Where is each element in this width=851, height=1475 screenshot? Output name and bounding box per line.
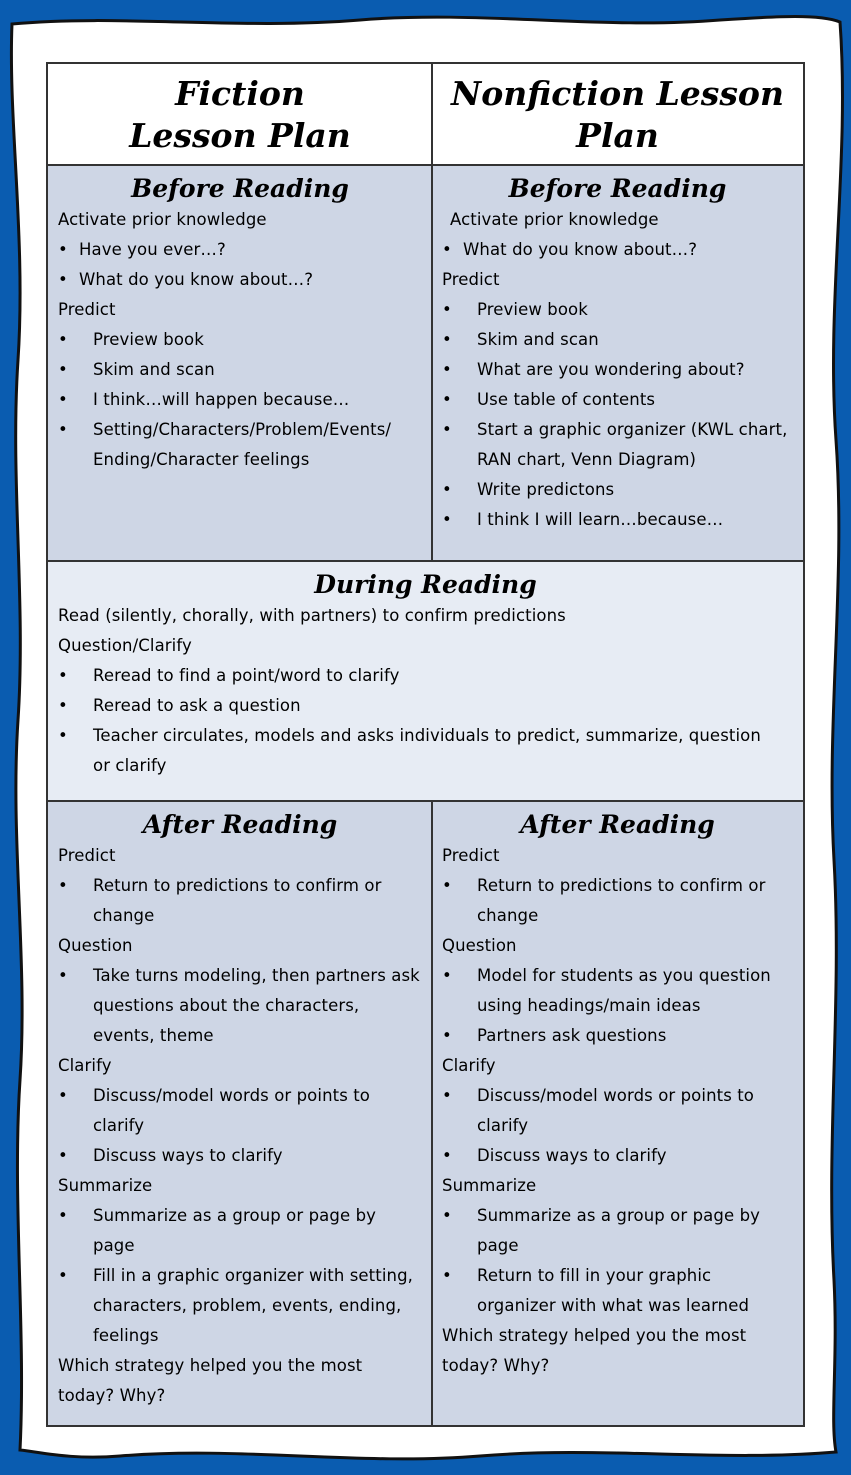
list-item: • Summarize as a group or page by page (442, 1201, 793, 1261)
before-reading-nonfiction (432, 165, 803, 561)
list-item: • Use table of contents (442, 385, 793, 415)
bullet-list (58, 661, 793, 781)
list-item: • Discuss/model words or points to clarify (58, 1081, 422, 1141)
grid-line (431, 801, 433, 1425)
grid-line (431, 64, 433, 561)
list-item: • Skim and scan (442, 325, 793, 355)
bullet-list (58, 1081, 422, 1171)
list-item: • Preview book (58, 325, 422, 355)
list-item: • Discuss/model words or points to clarify (442, 1081, 793, 1141)
list-item: • Reread to find a point/word to clarify (58, 661, 793, 691)
subheading: Predict (58, 300, 116, 319)
section-heading: After Reading (142, 810, 338, 839)
section-heading: During Reading (314, 570, 537, 599)
list-item: • Return to fill in your graphic organizer with what was learned (442, 1261, 793, 1321)
bullet-list (442, 871, 793, 931)
during-reading (48, 561, 803, 801)
before-reading-fiction (48, 165, 432, 561)
grid-line (48, 164, 803, 166)
nonfiction-title-line1: Nonfiction Lesson (451, 73, 784, 113)
subheading: Predict (442, 846, 500, 865)
bullet-list (442, 1201, 793, 1321)
list-item: • Write predictons (442, 475, 793, 505)
section-content (432, 205, 803, 535)
bullet-list (58, 325, 422, 475)
during-intro: Read (silently, chorally, with partners) to confirm predictions (58, 606, 566, 625)
after-reading-fiction (48, 801, 432, 1425)
bullet-list (58, 1201, 422, 1351)
list-item: • Fill in a graphic organizer with setting, characters, problem, events, ending, feelings (58, 1261, 422, 1351)
fiction-title (129, 73, 351, 157)
list-item: • Teacher circulates, models and asks individuals to predict, summarize, question or clarify (58, 721, 793, 781)
list-item: • Partners ask questions (442, 1021, 793, 1051)
bullet-list (58, 871, 422, 931)
list-item: • I think I will learn…because… (442, 505, 793, 535)
nonfiction-title-line2: Plan (576, 115, 659, 155)
grid-line (48, 800, 803, 802)
list-item: • I think…will happen because… (58, 385, 422, 415)
after-reading-nonfiction (432, 801, 803, 1425)
section-content (48, 601, 803, 781)
list-item: • Preview book (442, 295, 793, 325)
list-item: • What are you wondering about? (442, 355, 793, 385)
fiction-title-line2: Lesson Plan (129, 115, 351, 155)
bullet-list (442, 295, 793, 535)
list-item: • Start a graphic organizer (KWL chart, RAN chart, Venn Diagram) (442, 415, 793, 475)
nonfiction-title (451, 73, 784, 157)
subheading: Question (58, 936, 133, 955)
list-item: • Have you ever…? (58, 235, 422, 265)
fiction-title-line1: Fiction (175, 73, 305, 113)
nonfiction-header (432, 64, 803, 165)
subheading: Clarify (58, 1056, 112, 1075)
lesson-plan-table (46, 62, 805, 1427)
fiction-header (48, 64, 432, 165)
list-item: • Summarize as a group or page by page (58, 1201, 422, 1261)
section-content (48, 841, 432, 1411)
subheading: Predict (442, 270, 500, 289)
section-content (48, 205, 432, 475)
subheading: Clarify (442, 1056, 496, 1075)
subheading: Question/Clarify (58, 636, 192, 655)
list-item: • Setting/Characters/Problem/Events/ Ending/Character feelings (58, 415, 422, 475)
closing-question: Which strategy helped you the most today? Why? (442, 1326, 747, 1375)
list-item: • Discuss ways to clarify (442, 1141, 793, 1171)
subheading: Summarize (58, 1176, 153, 1195)
grid-line (48, 560, 803, 562)
bullet-list (442, 235, 793, 265)
subheading: Question (442, 936, 517, 955)
bullet-list (442, 961, 793, 1051)
bullet-list (58, 961, 422, 1051)
subheading: Summarize (442, 1176, 537, 1195)
list-item: • Discuss ways to clarify (58, 1141, 422, 1171)
closing-question: Which strategy helped you the most today? Why? (58, 1356, 363, 1405)
list-item: • Reread to ask a question (58, 691, 793, 721)
section-content (432, 841, 803, 1381)
subheading: Activate prior knowledge (58, 210, 267, 229)
list-item: • Return to predictions to confirm or change (442, 871, 793, 931)
list-item: • Skim and scan (58, 355, 422, 385)
bullet-list (442, 1081, 793, 1171)
bullet-list (58, 235, 422, 295)
list-item: • What do you know about…? (442, 235, 793, 265)
list-item: • What do you know about…? (58, 265, 422, 295)
list-item: • Model for students as you question using headings/main ideas (442, 961, 793, 1021)
subheading: Activate prior knowledge (450, 210, 659, 229)
list-item: • Return to predictions to confirm or change (58, 871, 422, 931)
section-heading: Before Reading (508, 174, 727, 203)
section-heading: Before Reading (131, 174, 349, 203)
list-item: • Take turns modeling, then partners ask questions about the characters, events, theme (58, 961, 422, 1051)
subheading: Predict (58, 846, 116, 865)
section-heading: After Reading (520, 810, 715, 839)
